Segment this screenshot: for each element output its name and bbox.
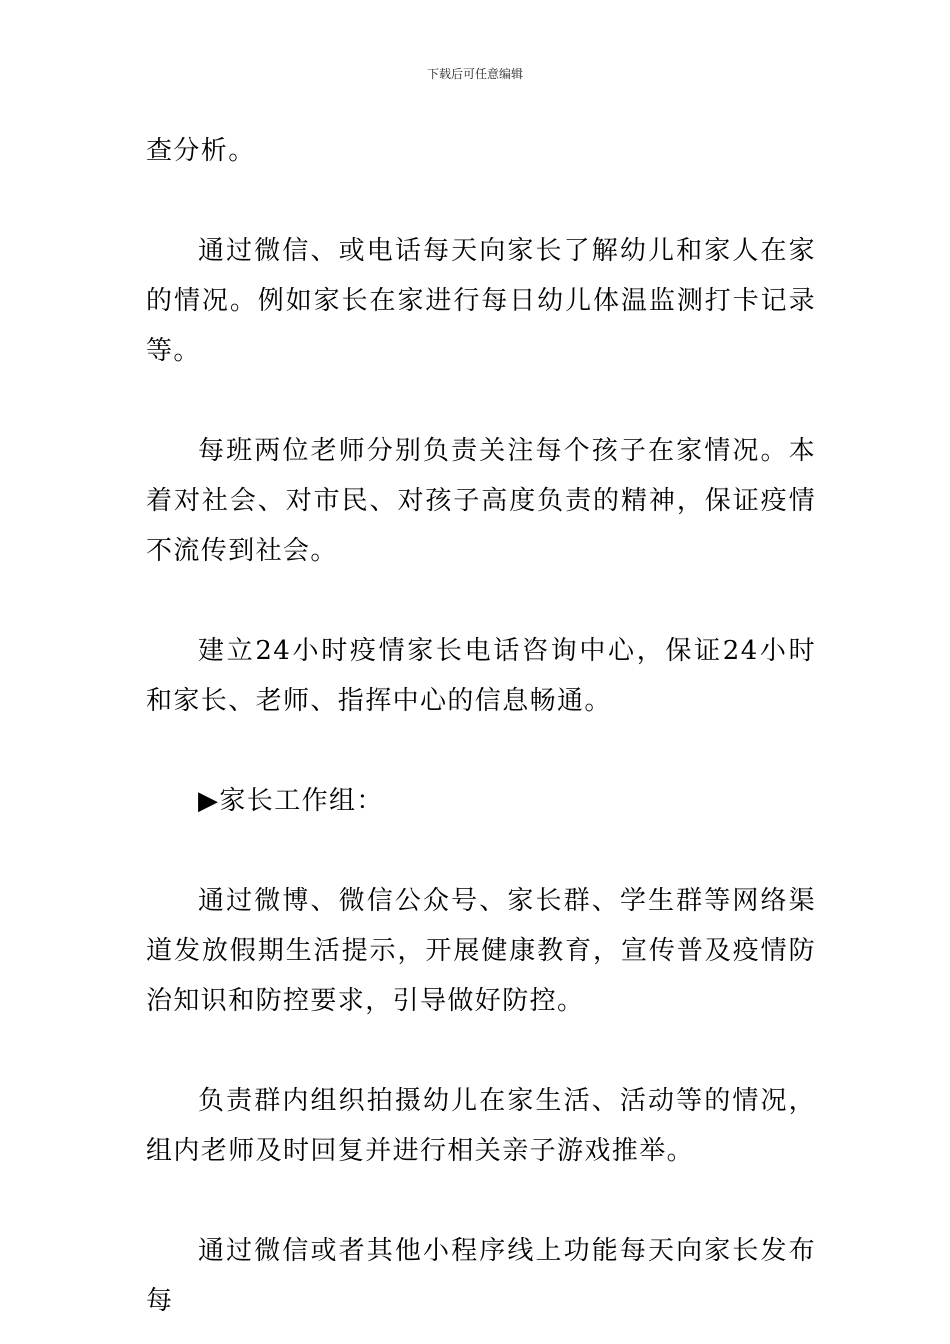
paragraph-gap [146, 826, 816, 876]
document-body [146, 126, 816, 1326]
paragraph-gap [146, 1026, 816, 1076]
page-header: 下载后可任意编辑 [426, 67, 523, 81]
paragraph-teacher-responsibility: 每班两位老师分别负责关注每个孩子在家情况。本着对社会、对市民、对孩子高度负责的精神，保证疫情不流传到社会。 [146, 436, 816, 566]
paragraph-group-activities: 负责群内组织拍摄幼儿在家生活、活动等的情况，组内老师及时回复并进行相关亲子游戏推举。 [146, 1086, 816, 1166]
paragraph-hotline: 建立24小时疫情家长电话咨询中心，保证24小时和家长、老师、指挥中心的信息畅通。 [146, 636, 816, 716]
paragraph-gap [146, 576, 816, 626]
paragraph-wechat-contact: 通过微信、或电话每天向家长了解幼儿和家人在家的情况。例如家长在家进行每日幼儿体温监测打卡记录等。 [146, 236, 816, 366]
paragraph-gap [146, 726, 816, 776]
paragraph-continuation: 查分析。 [146, 136, 256, 166]
paragraph-gap [146, 176, 816, 226]
paragraph-daily-release: 通过微信或者其他小程序线上功能每天向家长发布每 [146, 1236, 816, 1316]
paragraph-gap [146, 376, 816, 426]
paragraph-gap [146, 1176, 816, 1226]
section-heading-parent-group: ▶家长工作组： [198, 786, 384, 816]
paragraph-online-channels: 通过微博、微信公众号、家长群、学生群等网络渠道发放假期生活提示，开展健康教育，宣传普及疫情防治知识和防控要求，引导做好防控。 [146, 886, 816, 1016]
